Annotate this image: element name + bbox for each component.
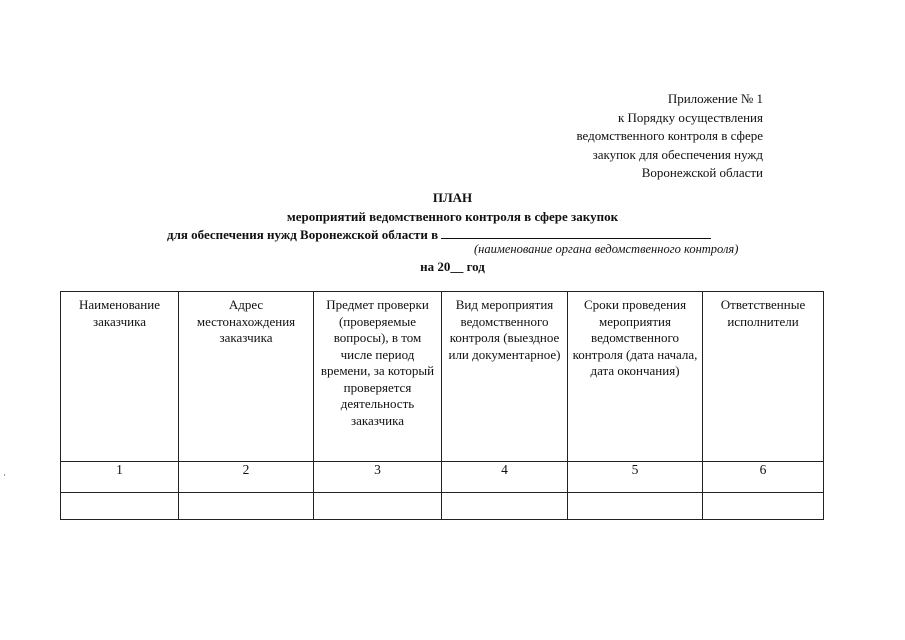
table-cell (179, 493, 314, 520)
table-cell (568, 493, 703, 520)
table-row (61, 462, 824, 493)
organ-blank-line (441, 226, 711, 239)
organ-hint: (наименование органа ведомственного контроля) (474, 242, 739, 256)
plan-subtitle: мероприятий ведомственного контроля в сфере закупок (286, 209, 619, 224)
plan-heading: ПЛАН (432, 190, 473, 205)
table-header-row (61, 292, 824, 462)
appendix-line: Приложение № 1 (667, 91, 763, 106)
column-header: Наименование заказчика (61, 292, 179, 462)
column-header: Предмет проверки (проверяемые вопросы), в том числе период времени, за который проверяется деятельность заказчика (314, 292, 442, 462)
table-cell (314, 493, 442, 520)
column-number: 6 (703, 462, 824, 493)
appendix-line: закупок для обеспечения нужд (592, 146, 763, 162)
table-cell (442, 493, 568, 520)
column-header: Сроки проведения мероприятия ведомственного контроля (дата начала, дата окончания) (568, 292, 703, 462)
appendix-line: ведомственного контроля в сфере (576, 128, 763, 143)
column-header: Адрес местонахождения заказчика (179, 292, 314, 462)
plan-table (60, 291, 824, 520)
appendix-line: Воронежской области (641, 165, 763, 180)
column-number: 5 (568, 462, 703, 493)
table-row (61, 493, 824, 520)
column-header: Вид мероприятия ведомственного контроля (выездное или документарное) (442, 292, 568, 462)
scan-artifact (4, 474, 5, 476)
plan-year: на 20__ год (420, 259, 485, 274)
column-number: 2 (179, 462, 314, 493)
appendix-line: к Порядку осуществления (617, 109, 763, 125)
plan-subtitle-prefix: для обеспечения нужд Воронежской области в (167, 227, 439, 242)
column-number: 4 (442, 462, 568, 493)
table-cell (61, 493, 179, 520)
column-number: 1 (61, 462, 179, 493)
column-number: 3 (314, 462, 442, 493)
column-header: Ответственные исполнители (703, 292, 824, 462)
table-cell (703, 493, 824, 520)
appendix-note (577, 90, 764, 183)
